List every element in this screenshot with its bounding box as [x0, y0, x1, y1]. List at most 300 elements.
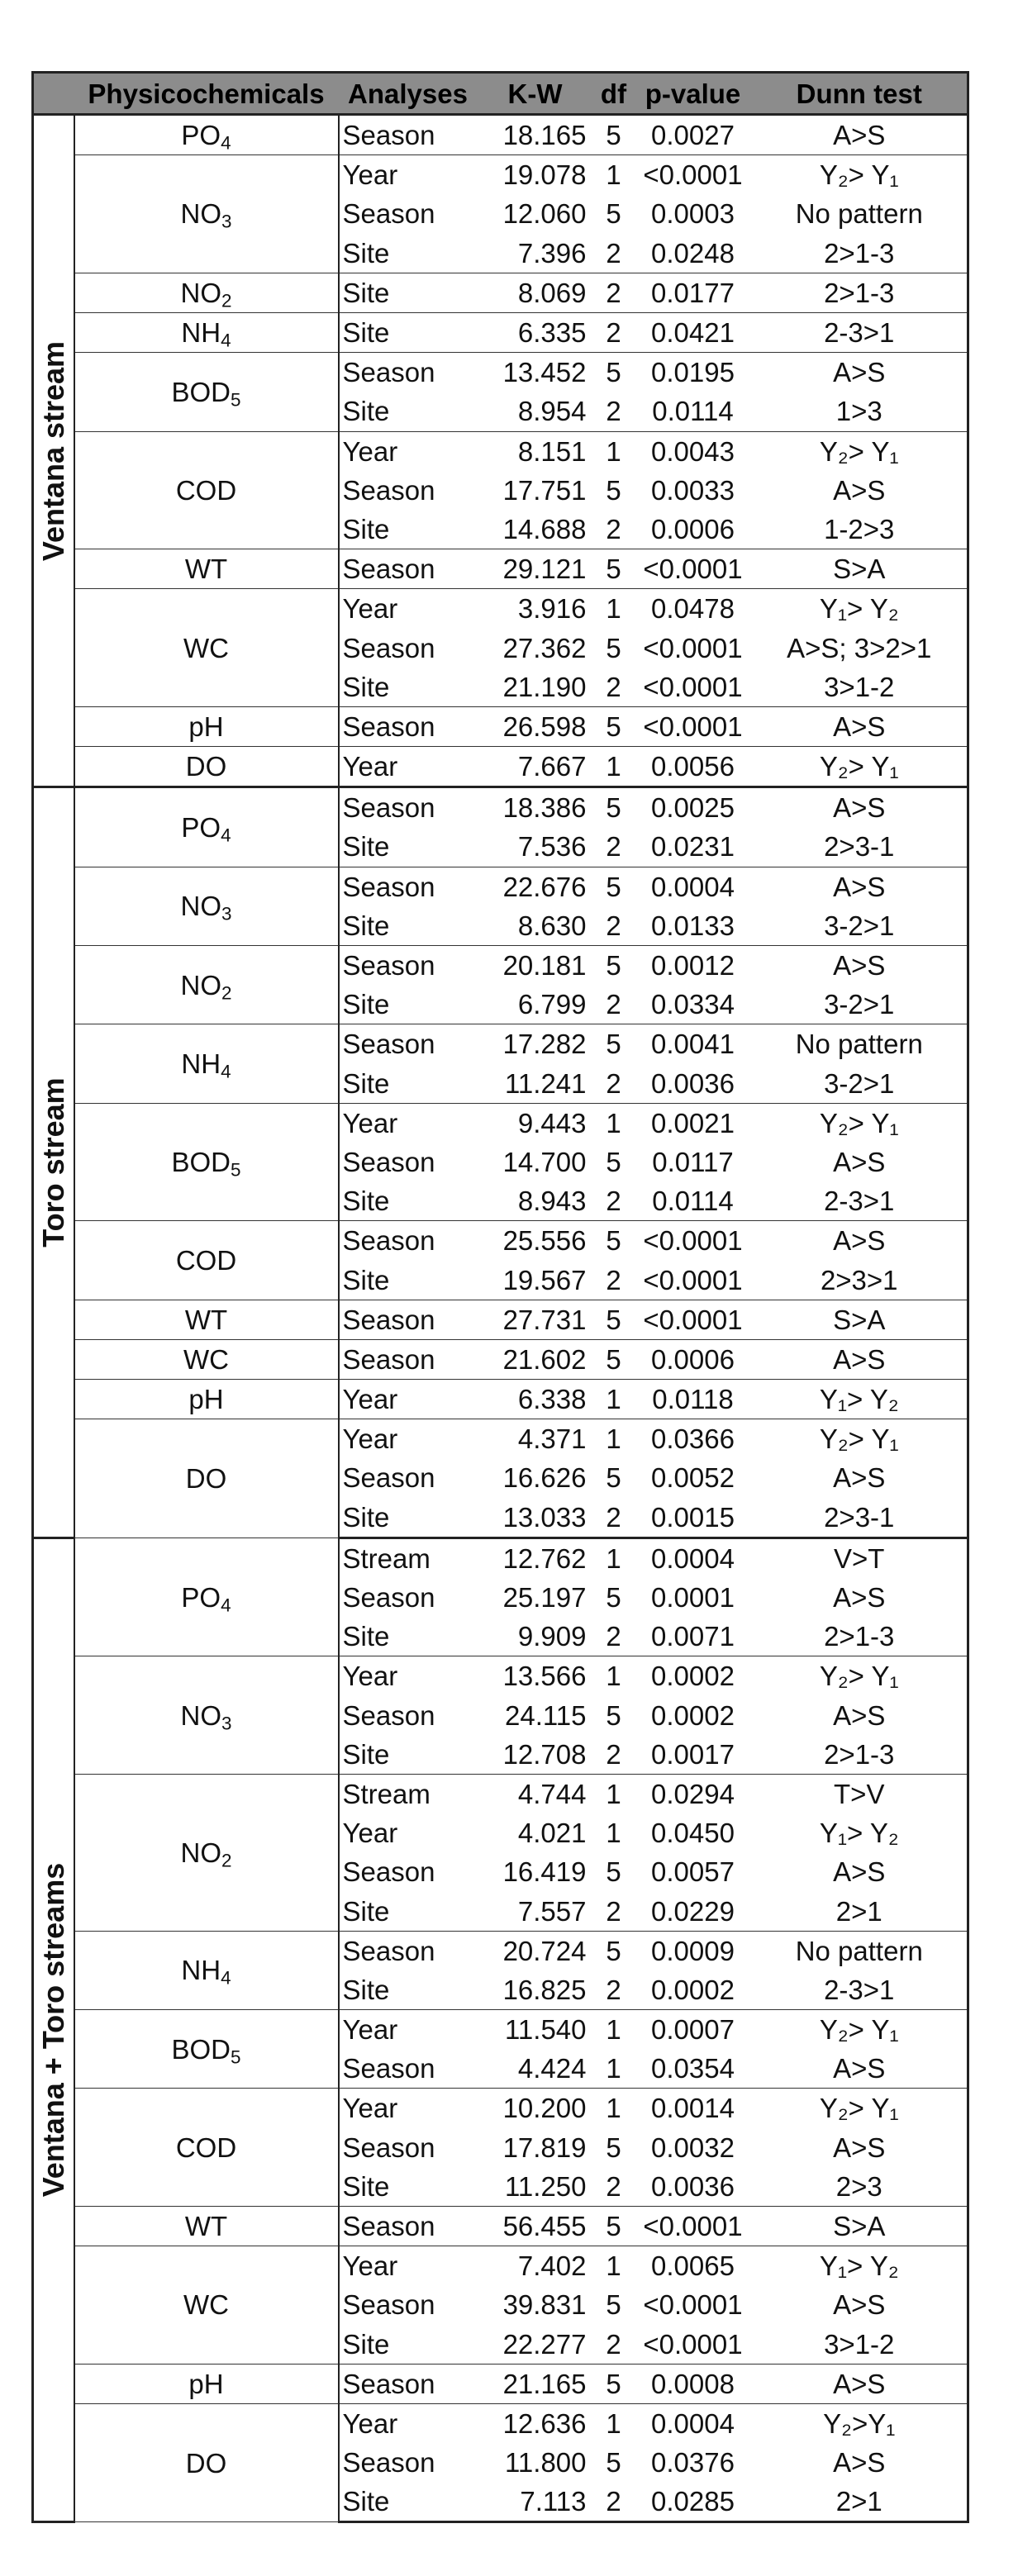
dunn-cell: Y₁> Y₂: [752, 1813, 968, 1852]
p-value-cell: 0.0229: [635, 1891, 752, 1931]
analysis-cell: Site: [339, 2167, 478, 2207]
p-value-cell: 0.0002: [651, 1699, 735, 1731]
analysis-cell: Year: [342, 435, 398, 467]
kw-cell: 14.688: [478, 510, 593, 549]
df-cell: 5: [606, 1029, 621, 1060]
dunn-cell: 2>1-3: [752, 1735, 968, 1775]
table-row: [33, 2089, 968, 2128]
variable-name: WT: [184, 554, 228, 585]
p-value-cell: 0.0334: [635, 985, 752, 1024]
variable-name: DO: [185, 751, 227, 782]
kw-cell: 27.362: [502, 632, 587, 663]
df-cell: 5: [593, 115, 635, 155]
dunn-cell: A>S: [752, 706, 968, 746]
variable-cell: [74, 1538, 339, 1656]
kw-cell: 17.819: [502, 2132, 587, 2163]
p-value-cell: <0.0001: [635, 2325, 752, 2365]
table-row: [33, 787, 968, 828]
variable-subscript: 5: [231, 1159, 241, 1181]
df-cell: 5: [593, 2364, 635, 2403]
variable-cell: [74, 1221, 339, 1300]
dunn-cell: A>S: [752, 471, 968, 510]
df-cell: 2: [593, 1970, 635, 2010]
p-value-cell: 0.0003: [651, 198, 735, 230]
table-row: [33, 945, 968, 985]
p-value-cell: 0.0002: [651, 1661, 735, 1692]
analysis-cell: Season: [342, 2447, 435, 2479]
dunn-cell: 2-3>1: [752, 1970, 968, 2010]
dunn-cell: 2>3-1: [752, 827, 968, 867]
kw-cell: 19.567: [478, 1260, 593, 1300]
df-cell: 5: [593, 706, 635, 746]
variable-name: COD: [175, 1244, 237, 1276]
df-cell: 1: [606, 1542, 621, 1574]
kw-cell: 26.598: [478, 706, 593, 746]
variable-name: BOD: [171, 376, 231, 407]
variable-name: pH: [188, 2368, 224, 2399]
header-blank: [33, 73, 74, 115]
dunn-cell: Y₂> Y₁: [752, 155, 968, 195]
analysis-cell: Season: [339, 1300, 478, 1339]
df-cell: 5: [606, 1935, 621, 1966]
kw-cell: 21.190: [478, 668, 593, 707]
variable-subscript: 3: [221, 211, 232, 233]
header-analyses: Analyses: [339, 73, 478, 115]
header-physicochemicals: Physicochemicals: [74, 73, 339, 115]
df-cell: 2: [593, 1891, 635, 1931]
table-row: [33, 1103, 968, 1143]
df-cell: 1: [606, 593, 621, 625]
df-cell: 5: [606, 792, 621, 824]
df-cell: 2: [593, 2325, 635, 2365]
dunn-cell: A>S: [752, 1221, 968, 1261]
dunn-cell: 3>1-2: [752, 668, 968, 707]
df-cell: 1: [606, 2014, 621, 2046]
analysis-cell: Year: [342, 2093, 398, 2124]
p-value-cell: <0.0001: [635, 706, 752, 746]
df-cell: 5: [606, 950, 621, 981]
dunn-cell: 2>1-3: [752, 273, 968, 312]
analysis-cell: Site: [339, 1181, 478, 1221]
variable-cell: [74, 312, 339, 352]
p-value-cell: 0.0118: [635, 1380, 752, 1419]
df-cell: 1: [606, 1818, 621, 1849]
analysis-cell: Season: [342, 474, 435, 506]
kw-cell: 17.751: [502, 474, 587, 506]
df-cell: 5: [593, 549, 635, 589]
variable-cell: [74, 1339, 339, 1379]
dunn-cell: A>S: [752, 1458, 968, 1497]
header-df: df: [593, 73, 635, 115]
p-value-cell: <0.0001: [635, 1300, 752, 1339]
df-cell: 2: [593, 1260, 635, 1300]
variable-name: DO: [185, 2447, 227, 2479]
analysis-cell: Year: [342, 1107, 398, 1138]
p-value-cell: 0.0248: [635, 234, 752, 273]
header-kw: K-W: [478, 73, 593, 115]
analysis-cell: Season: [339, 549, 478, 589]
variable-subscript: 2: [221, 982, 232, 1004]
analysis-cell: Year: [342, 2407, 398, 2439]
analysis-cell: Site: [339, 510, 478, 549]
analysis-cell: Season: [339, 706, 478, 746]
analysis-cell: Year: [342, 2014, 398, 2046]
table-row: [33, 312, 968, 352]
analysis-cell: Year: [342, 1661, 398, 1692]
p-value-cell: 0.0354: [635, 2049, 752, 2089]
kw-cell: 56.455: [478, 2206, 593, 2246]
table-row: [33, 1380, 968, 1419]
analysis-cell: Season: [342, 1146, 435, 1177]
dunn-cell: 3>1-2: [752, 2325, 968, 2365]
kw-cell: 13.566: [502, 1661, 587, 1692]
p-value-cell: 0.0117: [652, 1146, 734, 1177]
df-cell: 1: [606, 1778, 621, 1809]
header-p-value: p-value: [635, 73, 752, 115]
df-cell: 5: [606, 1699, 621, 1731]
variable-cell: [74, 867, 339, 945]
table-row: [33, 1024, 968, 1064]
variable-name: COD: [175, 2132, 237, 2163]
variable-name: PO: [181, 1581, 221, 1613]
variable-name: NO: [180, 1837, 221, 1868]
p-value-cell: 0.0285: [635, 2482, 752, 2522]
df-cell: 5: [606, 1462, 621, 1494]
p-value-cell: 0.0006: [635, 1339, 752, 1379]
p-value-cell: 0.0002: [635, 1970, 752, 2010]
variable-name: pH: [188, 711, 224, 742]
p-value-cell: 0.0376: [651, 2447, 735, 2479]
df-cell: 2: [593, 2167, 635, 2207]
table-row: [33, 273, 968, 312]
p-value-cell: <0.0001: [643, 159, 743, 191]
analysis-cell: Year: [342, 1423, 398, 1455]
p-value-cell: 0.0041: [651, 1029, 735, 1060]
dunn-cell: Y₂> Y₁: [752, 2089, 968, 2128]
df-cell: 5: [606, 2447, 621, 2479]
analysis-cell: Season: [342, 1225, 435, 1257]
variable-subscript: 5: [231, 2046, 241, 2068]
p-value-cell: 0.0033: [651, 474, 735, 506]
analysis-cell: Season: [339, 115, 478, 155]
kw-cell: 3.916: [517, 593, 587, 625]
p-value-cell: 0.0450: [651, 1818, 735, 1849]
kw-cell: 13.452: [502, 357, 587, 388]
kw-cell: 11.241: [478, 1064, 593, 1104]
variable-cell: [74, 1380, 339, 1419]
df-cell: 1: [606, 1423, 621, 1455]
p-value-cell: 0.0478: [651, 593, 735, 625]
df-cell: 1: [606, 1107, 621, 1138]
dunn-cell: A>S: [752, 1852, 968, 1891]
analysis-cell: Season: [342, 2132, 435, 2163]
dunn-cell: Y₂> Y₁: [752, 1103, 968, 1143]
df-cell: 5: [593, 1300, 635, 1339]
analysis-cell: Site: [339, 2325, 478, 2365]
p-value-cell: 0.0065: [651, 2250, 735, 2282]
analysis-cell: Season: [342, 792, 435, 824]
p-value-cell: 0.0004: [651, 1542, 735, 1574]
df-cell: 5: [593, 1339, 635, 1379]
df-cell: 5: [606, 198, 621, 230]
analysis-cell: Site: [339, 392, 478, 431]
kw-cell: 13.033: [478, 1498, 593, 1538]
dunn-cell: A>S; 3>2>1: [752, 628, 968, 667]
group-cell: [33, 1538, 74, 2522]
analysis-cell: Season: [342, 1699, 435, 1731]
kw-cell: 12.708: [478, 1735, 593, 1775]
df-cell: 2: [593, 1498, 635, 1538]
kw-cell: 29.121: [478, 549, 593, 589]
p-value-cell: 0.0021: [651, 1107, 735, 1138]
kw-cell: 8.151: [517, 435, 587, 467]
df-cell: 2: [593, 906, 635, 946]
df-cell: 1: [606, 435, 621, 467]
p-value-cell: 0.0071: [635, 1617, 752, 1656]
variable-cell: [74, 1300, 339, 1339]
variable-cell: [74, 787, 339, 867]
p-value-cell: <0.0001: [635, 1260, 752, 1300]
dunn-cell: 2>1: [752, 2482, 968, 2522]
variable-cell: [74, 2403, 339, 2522]
dunn-cell: Y₂> Y₁: [752, 1656, 968, 1696]
p-value-cell: 0.0014: [651, 2093, 735, 2124]
p-value-cell: 0.0004: [651, 2407, 735, 2439]
dunn-cell: 1-2>3: [752, 510, 968, 549]
table-row: [33, 431, 968, 471]
analysis-cell: Season: [342, 950, 435, 981]
p-value-cell: <0.0001: [643, 1225, 743, 1257]
variable-name: NO: [180, 1699, 221, 1731]
kw-cell: 4.424: [478, 2049, 593, 2089]
kw-cell: 16.626: [502, 1462, 587, 1494]
analysis-cell: Year: [342, 1818, 398, 1849]
variable-subscript: 2: [221, 290, 232, 311]
dunn-cell: S>A: [752, 549, 968, 589]
df-cell: 5: [593, 2206, 635, 2246]
analysis-cell: Site: [339, 1064, 478, 1104]
dunn-cell: T>V: [752, 1774, 968, 1813]
table-row: [33, 2206, 968, 2246]
dunn-cell: Y₂> Y₁: [752, 1419, 968, 1459]
df-cell: 1: [606, 2250, 621, 2282]
df-cell: 5: [606, 474, 621, 506]
p-value-cell: 0.0008: [635, 2364, 752, 2403]
analysis-cell: Season: [339, 1339, 478, 1379]
analysis-cell: Site: [339, 1617, 478, 1656]
table-row: [33, 1419, 968, 1459]
df-cell: 1: [593, 2049, 635, 2089]
analysis-cell: Season: [342, 632, 435, 663]
analysis-cell: Year: [339, 747, 478, 787]
kw-cell: 11.540: [505, 2014, 587, 2046]
p-value-cell: 0.0006: [635, 510, 752, 549]
kw-cell: 22.277: [478, 2325, 593, 2365]
df-cell: 5: [606, 2289, 621, 2321]
analysis-cell: Season: [339, 2206, 478, 2246]
variable-name: PO: [181, 811, 221, 843]
dunn-cell: A>S: [752, 115, 968, 155]
p-value-cell: <0.0001: [635, 668, 752, 707]
variable-cell: [74, 945, 339, 1024]
dunn-cell: Y₂> Y₁: [752, 2010, 968, 2050]
analysis-cell: Stream: [342, 1778, 431, 1809]
kw-cell: 39.831: [502, 2289, 587, 2321]
analysis-cell: Season: [342, 1462, 435, 1494]
df-cell: 1: [606, 2093, 621, 2124]
dunn-cell: A>S: [752, 867, 968, 906]
dunn-cell: No pattern: [752, 194, 968, 233]
analysis-cell: Site: [339, 1735, 478, 1775]
kw-cell: 18.386: [502, 792, 587, 824]
kw-cell: 4.744: [517, 1778, 587, 1809]
variable-cell: [74, 747, 339, 787]
df-cell: 1: [593, 747, 635, 787]
variable-cell: [74, 2246, 339, 2365]
table-row: [33, 1774, 968, 1813]
p-value-cell: 0.0057: [651, 1856, 735, 1888]
group-label: Toro stream: [36, 1077, 70, 1248]
variable-name: NO: [180, 198, 221, 230]
p-value-cell: 0.0366: [651, 1423, 735, 1455]
p-value-cell: <0.0001: [643, 632, 743, 663]
dunn-cell: No pattern: [752, 1931, 968, 1970]
analysis-cell: Site: [339, 1260, 478, 1300]
group-cell: [33, 787, 74, 1538]
table-row: [33, 867, 968, 906]
kw-cell: 11.250: [478, 2167, 593, 2207]
df-cell: 5: [606, 357, 621, 388]
variable-name: BOD: [171, 2033, 231, 2065]
p-value-cell: 0.0177: [635, 273, 752, 312]
dunn-cell: 2-3>1: [752, 1181, 968, 1221]
kw-cell: 8.069: [478, 273, 593, 312]
variable-name: NH: [181, 1048, 221, 1079]
dunn-cell: 2>1-3: [752, 234, 968, 273]
p-value-cell: <0.0001: [635, 2206, 752, 2246]
kw-cell: 4.021: [517, 1818, 587, 1849]
variable-cell: [74, 273, 339, 312]
p-value-cell: 0.0231: [635, 827, 752, 867]
analysis-cell: Season: [342, 1029, 435, 1060]
df-cell: 5: [606, 1582, 621, 1614]
analysis-cell: Year: [339, 1380, 478, 1419]
variable-subscript: 4: [221, 825, 231, 846]
p-value-cell: <0.0001: [635, 549, 752, 589]
kw-cell: 7.667: [478, 747, 593, 787]
variable-name: NO: [180, 969, 221, 1000]
table-row: [33, 353, 968, 392]
kw-cell: 8.630: [478, 906, 593, 946]
dunn-cell: 3-2>1: [752, 906, 968, 946]
dunn-cell: A>S: [752, 2128, 968, 2167]
df-cell: 1: [593, 1380, 635, 1419]
dunn-cell: A>S: [752, 945, 968, 985]
df-cell: 2: [593, 2482, 635, 2522]
kw-cell: 21.165: [478, 2364, 593, 2403]
kw-cell: 9.909: [478, 1617, 593, 1656]
table-row: [33, 1339, 968, 1379]
p-value-cell: 0.0025: [651, 792, 735, 824]
analysis-cell: Site: [339, 273, 478, 312]
variable-cell: [74, 1024, 339, 1103]
kw-cell: 27.731: [478, 1300, 593, 1339]
variable-cell: [74, 2089, 339, 2207]
df-cell: 2: [593, 1617, 635, 1656]
variable-subscript: 3: [221, 903, 232, 924]
kw-cell: 10.200: [502, 2093, 587, 2124]
df-cell: 1: [606, 1661, 621, 1692]
dunn-cell: 2>1: [752, 1891, 968, 1931]
analysis-cell: Site: [339, 827, 478, 867]
variable-name: BOD: [171, 1146, 231, 1177]
variable-cell: [74, 1103, 339, 1221]
variable-name: WC: [183, 2289, 229, 2321]
analysis-cell: Site: [339, 1891, 478, 1931]
dunn-cell: V>T: [752, 1538, 968, 1578]
analysis-cell: Season: [342, 198, 435, 230]
kw-cell: 12.060: [502, 198, 587, 230]
kw-cell: 18.165: [478, 115, 593, 155]
kw-cell: 9.443: [517, 1107, 587, 1138]
kw-cell: 16.419: [502, 1856, 587, 1888]
variable-cell: [74, 589, 339, 707]
analysis-cell: Season: [342, 1935, 435, 1966]
table-row: [33, 1931, 968, 1970]
p-value-cell: 0.0114: [635, 392, 752, 431]
analysis-cell: Season: [342, 1582, 435, 1614]
variable-subscript: 4: [221, 1061, 231, 1082]
kw-cell: 12.636: [502, 2407, 587, 2439]
kw-cell: 25.556: [502, 1225, 587, 1257]
dunn-cell: Y₂> Y₁: [752, 431, 968, 471]
analysis-cell: Stream: [342, 1542, 431, 1574]
variable-cell: [74, 1419, 339, 1538]
variable-name: NO: [180, 891, 221, 922]
kw-cell: 7.113: [478, 2482, 593, 2522]
p-value-cell: 0.0133: [635, 906, 752, 946]
kw-cell: 22.676: [502, 871, 587, 902]
p-value-cell: 0.0052: [651, 1462, 735, 1494]
df-cell: 5: [606, 871, 621, 902]
p-value-cell: 0.0114: [635, 1181, 752, 1221]
df-cell: 2: [593, 1181, 635, 1221]
p-value-cell: 0.0017: [635, 1735, 752, 1775]
results-table: [31, 71, 969, 2523]
table-row: [33, 115, 968, 155]
df-cell: 1: [606, 2407, 621, 2439]
dunn-cell: 2>1-3: [752, 1617, 968, 1656]
kw-cell: 14.700: [502, 1146, 587, 1177]
variable-cell: [74, 706, 339, 746]
kw-cell: 16.825: [478, 1970, 593, 2010]
kw-cell: 8.954: [478, 392, 593, 431]
kw-cell: 19.078: [502, 159, 587, 191]
analysis-cell: Site: [339, 1970, 478, 2010]
kw-cell: 7.536: [478, 827, 593, 867]
df-cell: 1: [606, 159, 621, 191]
p-value-cell: 0.0027: [635, 115, 752, 155]
df-cell: 2: [593, 985, 635, 1024]
table-row: [33, 2010, 968, 2050]
df-cell: 5: [606, 632, 621, 663]
p-value-cell: 0.0012: [651, 950, 735, 981]
analysis-cell: Site: [339, 668, 478, 707]
group-label: Ventana + Toro streams: [36, 1862, 70, 2198]
dunn-cell: 2-3>1: [752, 312, 968, 352]
table-row: [33, 2246, 968, 2286]
variable-name: NH: [181, 317, 221, 349]
